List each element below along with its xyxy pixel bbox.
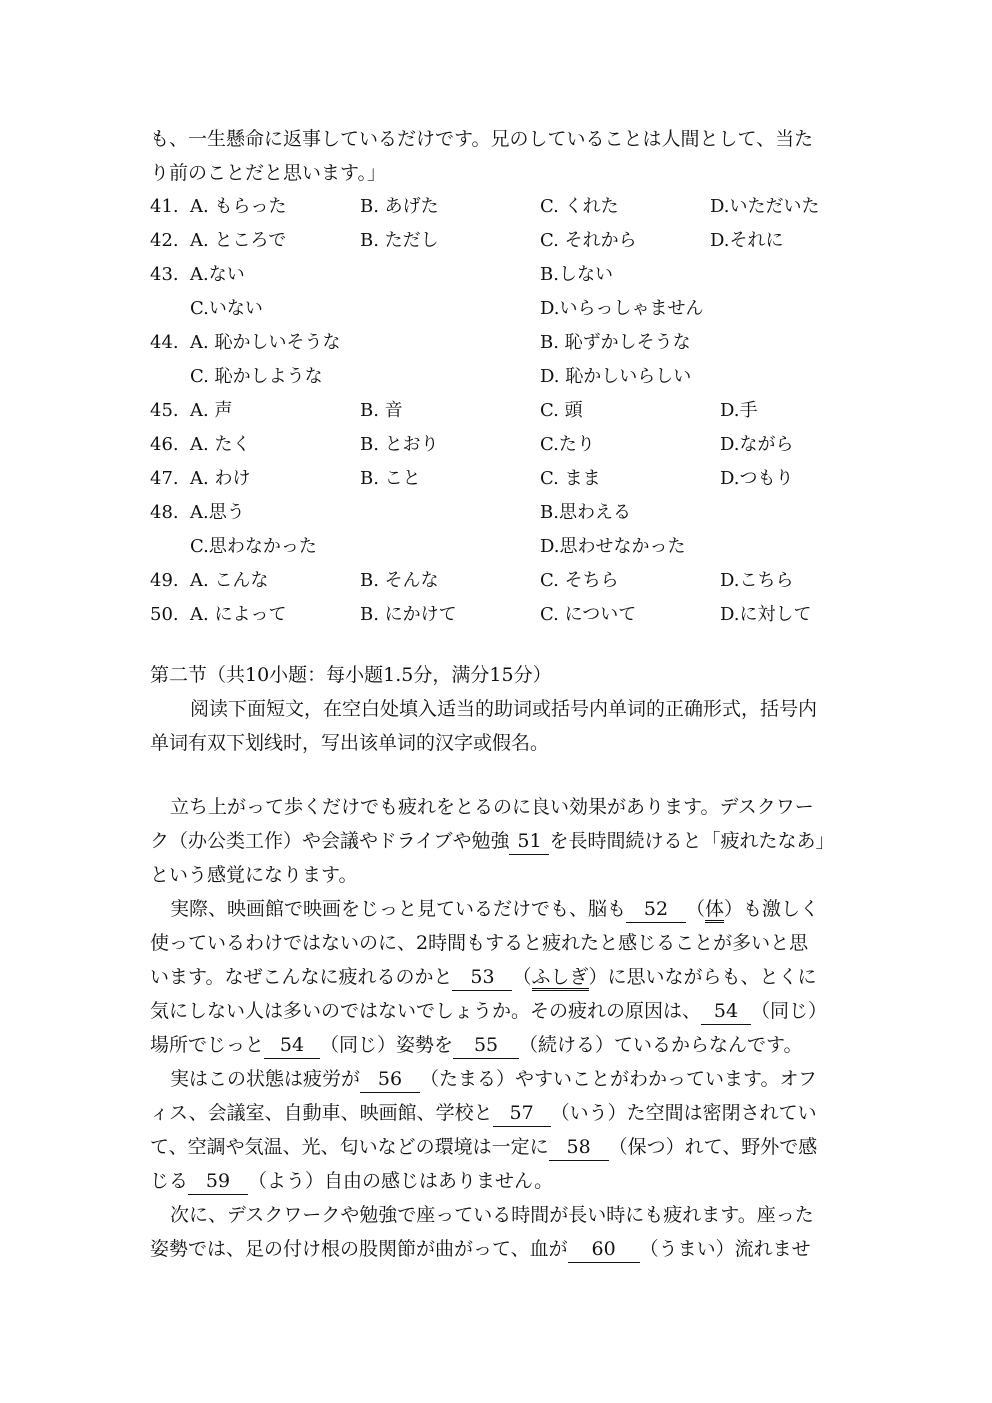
section-instruction-1: 阅读下面短文，在空白处填入适当的助词或括号内单词的正确形式，括号内 [190,698,818,720]
passage-line: じる 59 （よう）自由の感じはありません。 [150,1164,850,1198]
option-d: D. 恥かしいらしい [540,366,692,387]
option-b: B. とおり [360,434,439,455]
passage-line: ク（办公类工作）や会議やドライブや勉強 51 を長時間続けると「疲れたなあ」 [150,824,850,858]
passage-line: ィス、会議室、自動車、映画館、学校と 57 （いう）た空間は密閉されてい [150,1096,850,1130]
option-c: C.いない [190,298,263,319]
question-45 [150,394,850,428]
question-number: 50. [150,604,179,625]
option-c: C.思わなかった [190,536,317,557]
blank-59[interactable]: 59 [188,1168,248,1195]
option-a: A. によって [190,604,287,625]
option-b: B.思わえる [540,502,631,523]
passage-line: 姿勢では、足の付け根の股関節が曲がって、血が 60 （うまい）流れませ [150,1232,850,1266]
option-a: A. わけ [190,468,251,489]
option-d: D.ながら [720,434,794,455]
double-underlined-word: 体 [705,898,724,923]
option-d: D.つもり [720,468,794,489]
question-46 [150,428,850,462]
passage-line: 立ち上がって歩くだけでも疲れをとるのに良い効果があります。デスクワー [170,796,814,818]
option-b: B. あげた [360,196,439,217]
passage-line: います。なぜこんなに疲れるのかと 53 （ふしぎ）に思いながらも、とくに [150,960,850,994]
option-b: B. こと [360,468,421,489]
question-44 [150,326,850,360]
question-47 [150,462,850,496]
question-48-row2 [150,530,850,564]
option-b: B. ただし [360,230,439,251]
option-c: C. 頭 [540,400,583,421]
option-c: C.たり [540,434,595,455]
option-a: A. こんな [190,570,269,591]
passage [150,790,850,1266]
option-a: A.思う [190,502,245,523]
option-c: C. について [540,604,637,625]
option-d: D.手 [720,400,758,421]
question-number: 41. [150,196,179,217]
document-page [150,122,850,1266]
option-c: C. そちら [540,570,619,591]
option-c: C. くれた [540,196,619,217]
option-d: D.いただいた [710,196,820,217]
option-d: D.それに [710,230,784,251]
question-42 [150,224,850,258]
option-d: D.こちら [720,570,794,591]
option-b: B. そんな [360,570,439,591]
blank-54-second[interactable]: 54 [264,1032,320,1059]
passage-line: て、空調や気温、光、匂いなどの環境は一定に 58 （保つ）れて、野外で感 [150,1130,850,1164]
blank-53[interactable]: 53 [452,964,512,991]
blank-56[interactable]: 56 [360,1066,420,1093]
passage-line: 次に、デスクワークや勉強で座っている時間が長い時にも疲れます。座った [170,1204,814,1226]
option-c: C. まま [540,468,601,489]
question-number: 48. [150,502,179,523]
question-number: 45. [150,400,179,421]
passage-line: 実際、映画館で映画をじっと見ているだけでも、脳も 52 （体）も激しく [150,892,850,926]
question-number: 47. [150,468,179,489]
blank-58[interactable]: 58 [549,1134,609,1161]
option-d: D.に対して [720,604,812,625]
question-50 [150,598,850,632]
option-b: B. にかけて [360,604,457,625]
option-b: B. 音 [360,400,403,421]
passage-line: 場所でじっと 54 （同じ）姿勢を 55 （続ける）ているからなんです。 [150,1028,850,1062]
option-a: A. 声 [190,400,233,421]
question-number: 43. [150,264,179,285]
option-b: B.しない [540,264,613,285]
option-d: D.いらっしゃません [540,298,704,319]
passage-line: 実はこの状態は疲労が 56 （たまる）やすいことがわかっています。オフ [150,1062,850,1096]
option-c: C. 恥かしような [190,366,323,387]
option-c: C. それから [540,230,637,251]
question-number: 49. [150,570,179,591]
passage-line: 気にしない人は多いのではないでしょうか。その疲れの原因は、 54 （同じ） [150,994,850,1028]
question-number: 46. [150,434,179,455]
blank-55[interactable]: 55 [453,1032,519,1059]
blank-54[interactable]: 54 [701,998,751,1025]
double-underlined-word: ふしぎ [532,966,589,991]
blank-57[interactable]: 57 [493,1100,551,1127]
intro-line-2: り前のことだと思います。」 [150,162,386,184]
option-a: A.ない [190,264,245,285]
intro-line-1: も、一生懸命に返事しているだけです。兄のしていることは人間として、当た [150,128,814,150]
blank-60[interactable]: 60 [568,1236,640,1263]
question-48 [150,496,850,530]
section-heading: 第二节（共10小题：每小题1.5分，满分15分） [150,664,552,686]
question-number: 44. [150,332,179,353]
option-a: A. たく [190,434,251,455]
question-43-row2 [150,292,850,326]
option-a: A. もらった [190,196,287,217]
blank-52[interactable]: 52 [626,896,686,923]
question-43 [150,258,850,292]
question-41 [150,190,850,224]
passage-line: という感覚になります。 [150,864,358,886]
section-instruction-2: 单词有双下划线时，写出该单词的汉字或假名。 [150,732,550,754]
blank-51[interactable]: 51 [509,828,549,855]
passage-line: 使っているわけではないのに、2時間もすると疲れたと感じることが多いと思 [150,932,809,954]
option-a: A. ところで [190,230,287,251]
question-44-row2 [150,360,850,394]
question-49 [150,564,850,598]
option-a: A. 恥かしいそうな [190,332,341,353]
option-d: D.思わせなかった [540,536,686,557]
option-b: B. 恥ずかしそうな [540,332,691,353]
question-number: 42. [150,230,179,251]
